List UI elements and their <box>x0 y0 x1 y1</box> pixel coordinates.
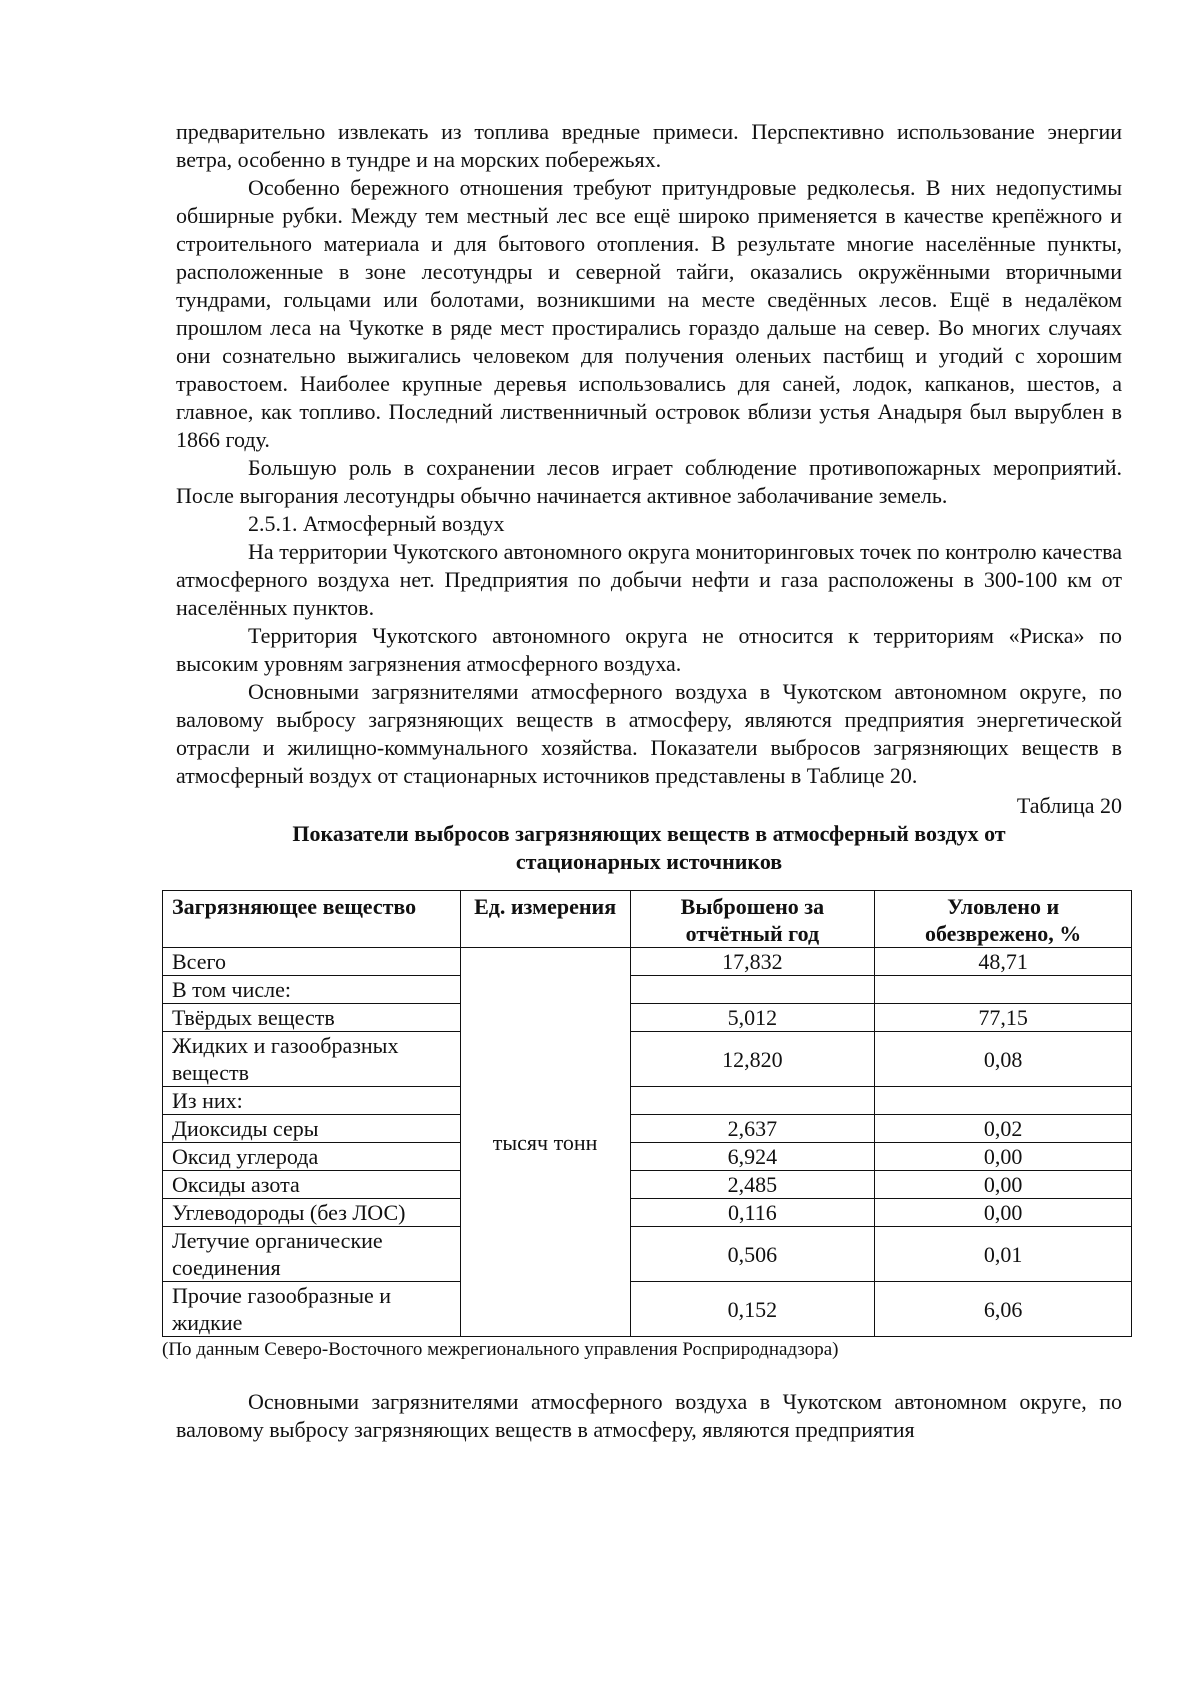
cell-captured: 77,15 <box>875 1004 1132 1032</box>
cell-emitted: 0,116 <box>630 1199 875 1227</box>
cell-emitted <box>630 976 875 1004</box>
table-source-note: (По данным Северо-Восточного межрегионального управления Росприроднадзора) <box>162 1339 839 1360</box>
table-row <box>163 1199 1132 1227</box>
cell-captured: 0,00 <box>875 1199 1132 1227</box>
cell-captured: 0,00 <box>875 1143 1132 1171</box>
cell-substance: Из них: <box>163 1087 461 1115</box>
table-title: Показатели выбросов загрязняющих веществ в атмосферный воздух от стационарных источников <box>292 821 1006 874</box>
emissions-table <box>162 890 1132 1337</box>
cell-captured: 48,71 <box>875 948 1132 976</box>
header-substance: Загрязняющее вещество <box>163 891 461 948</box>
cell-captured: 0,08 <box>875 1032 1132 1087</box>
cell-substance: Оксиды азота <box>163 1171 461 1199</box>
cell-substance: В том числе: <box>163 976 461 1004</box>
cell-emitted: 2,485 <box>630 1171 875 1199</box>
cell-substance: Летучие органические соединения <box>163 1227 461 1282</box>
cell-substance: Диоксиды серы <box>163 1115 461 1143</box>
cell-substance: Прочие газообразные и жидкие <box>163 1282 461 1337</box>
paragraph-2: Особенно бережного отношения требуют притундровые редколесья. В них недопустимы обширные рубки. Между тем местный лес все ещё широко применяется в качестве крепёжного и строительного материала и для бытового отопления. В результате многие населённые пункты, расположенные в зоне лесотундры и северной тайги, оказались окружёнными вторичными тундрами, гольцами или болотами, возникшими на месте сведённых лесов. Ещё в недалёком прошлом леса на Чукотке в ряде мест простирались гораздо дальше на север. Во многих случаях они сознательно выжигались человеком для получения оленьих пастбищ и угодий с хорошим травостоем. Наиболее крупные деревья использовались для саней, лодок, капканов, шестов, а главное, как топливо. Последний лиственничный островок вблизи устья Анадыря был вырублен в 1866 году. <box>176 175 1122 452</box>
header-emitted: Выброшено за отчётный год <box>630 891 875 948</box>
cell-emitted: 12,820 <box>630 1032 875 1087</box>
table-row <box>163 1115 1132 1143</box>
table-row <box>163 1282 1132 1337</box>
cell-emitted: 0,506 <box>630 1227 875 1282</box>
table-caption: Таблица 20 <box>1016 793 1122 818</box>
cell-unit: тысяч тонн <box>460 948 630 1337</box>
table-row <box>163 1087 1132 1115</box>
cell-captured <box>875 1087 1132 1115</box>
paragraph-3: Большую роль в сохранении лесов играет соблюдение противопожарных мероприятий. После выгорания лесотундры обычно начинается активное заболачивание земель. <box>176 455 1122 508</box>
cell-captured: 0,02 <box>875 1115 1132 1143</box>
document-page <box>162 118 1122 1444</box>
table-header-row <box>163 891 1132 948</box>
table-row <box>163 1032 1132 1087</box>
cell-substance: Оксид углерода <box>163 1143 461 1171</box>
cell-substance: Жидких и газообразных веществ <box>163 1032 461 1087</box>
table-row <box>163 948 1132 976</box>
cell-substance: Всего <box>163 948 461 976</box>
cell-captured: 0,00 <box>875 1171 1132 1199</box>
cell-emitted: 6,924 <box>630 1143 875 1171</box>
cell-emitted: 2,637 <box>630 1115 875 1143</box>
paragraph-1: предварительно извлекать из топлива вредные примеси. Перспективно использование энергии ветра, особенно в тундре и на морских побережьях. <box>176 119 1122 172</box>
cell-substance: Твёрдых веществ <box>163 1004 461 1032</box>
table-row <box>163 976 1132 1004</box>
cell-captured <box>875 976 1132 1004</box>
paragraph-7: Основными загрязнителями атмосферного воздуха в Чукотском автономном округе, по валовому выбросу загрязняющих веществ в атмосферу, являются предприятия <box>176 1389 1122 1442</box>
paragraph-4: На территории Чукотского автономного округа мониторинговых точек по контролю качества атмосферного воздуха нет. Предприятия по добычи нефти и газа расположены в 300-100 км от населённых пунктов. <box>176 539 1122 620</box>
header-unit: Ед. измерения <box>460 891 630 948</box>
cell-captured: 6,06 <box>875 1282 1132 1337</box>
header-captured: Уловлено и обезврежено, % <box>875 891 1132 948</box>
table-row <box>163 1143 1132 1171</box>
cell-emitted: 17,832 <box>630 948 875 976</box>
paragraph-5: Территория Чукотского автономного округа не относится к территориям «Риска» по высоким уровням загрязнения атмосферного воздуха. <box>176 623 1122 676</box>
cell-emitted: 5,012 <box>630 1004 875 1032</box>
cell-substance: Углеводороды (без ЛОС) <box>163 1199 461 1227</box>
table-row <box>163 1004 1132 1032</box>
section-heading: 2.5.1. Атмосферный воздух <box>248 511 505 536</box>
cell-captured: 0,01 <box>875 1227 1132 1282</box>
paragraph-6: Основными загрязнителями атмосферного воздуха в Чукотском автономном округе, по валовому выбросу загрязняющих веществ в атмосферу, являются предприятия энергетической отрасли и жилищно-коммунального хозяйства. Показатели выбросов загрязняющих веществ в атмосферный воздух от стационарных источников представлены в Таблице 20. <box>176 679 1122 788</box>
cell-emitted: 0,152 <box>630 1282 875 1337</box>
cell-emitted <box>630 1087 875 1115</box>
table-row <box>163 1227 1132 1282</box>
table-row <box>163 1171 1132 1199</box>
